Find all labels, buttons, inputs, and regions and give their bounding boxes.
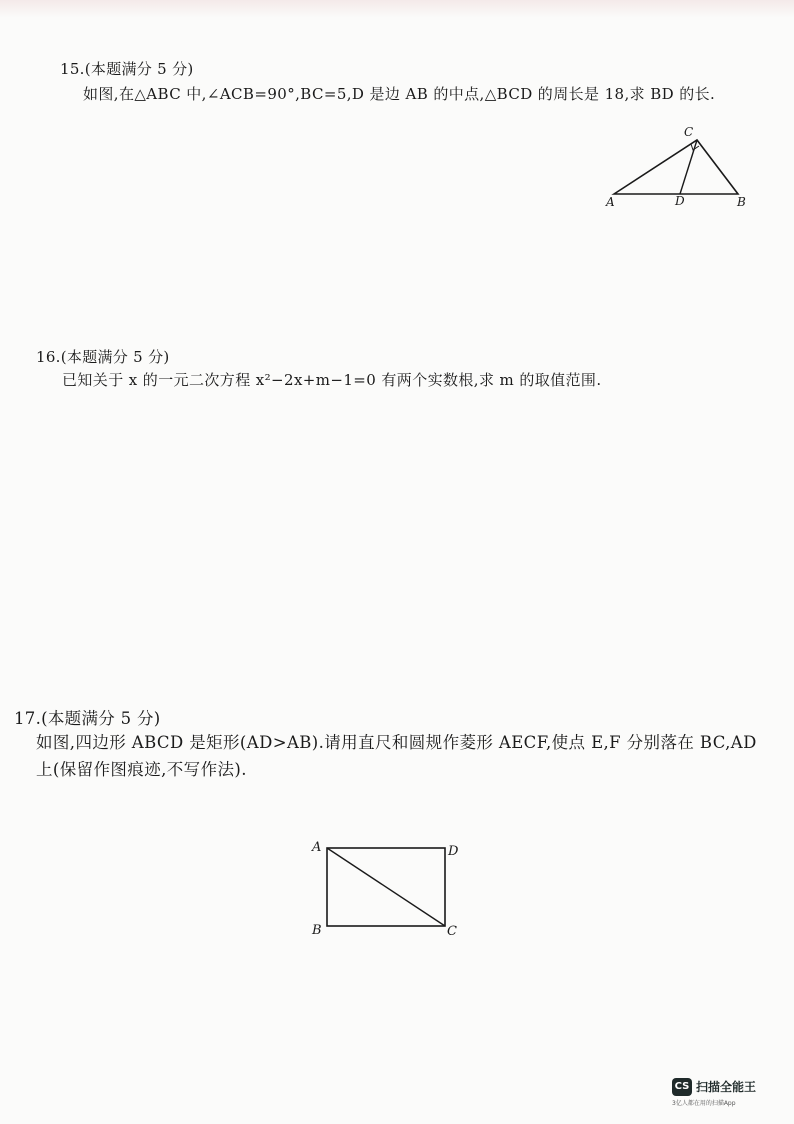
question-17-text: 如图,四边形 ABCD 是矩形(AD>AB).请用直尺和圆规作菱形 AECF,使点 E,F 分别落在 BC,AD 上(保留作图痕迹,不写作法). [36, 733, 757, 779]
triangle-abc [614, 140, 738, 194]
question-15-triangle-figure [600, 122, 760, 214]
question-16-text: 已知关于 x 的一元二次方程 x²−2x+m−1=0 有两个实数根,求 m 的取值范围. [62, 371, 602, 389]
label-c: C [684, 125, 694, 139]
median-cd [680, 140, 697, 194]
question-17-rectangle-figure [306, 836, 476, 942]
label-b: B [312, 923, 322, 938]
question-15-heading: 15.(本题满分 5 分) [60, 60, 194, 78]
question-15-text: 如图,在△ABC 中,∠ACB=90°,BC=5,D 是边 AB 的中点,△BCD 的周长是 18,求 BD 的长. [83, 85, 716, 103]
camscanner-logo-icon: CS [672, 1078, 692, 1096]
label-a: A [606, 195, 615, 209]
label-c: C [447, 924, 457, 939]
watermark-app-name: 扫描全能王 [696, 1080, 757, 1094]
label-b: B [737, 195, 746, 209]
watermark-tagline: 3亿人都在用的扫描App [672, 1100, 736, 1107]
diagonal-ac [327, 848, 445, 926]
scan-top-edge [0, 0, 794, 18]
label-d: D [675, 194, 685, 208]
label-a: A [312, 840, 322, 855]
question-16-heading: 16.(本题满分 5 分) [36, 348, 170, 366]
scanner-watermark [672, 1078, 780, 1110]
label-d: D [448, 844, 459, 859]
question-17-heading: 17.(本题满分 5 分) [14, 709, 161, 728]
